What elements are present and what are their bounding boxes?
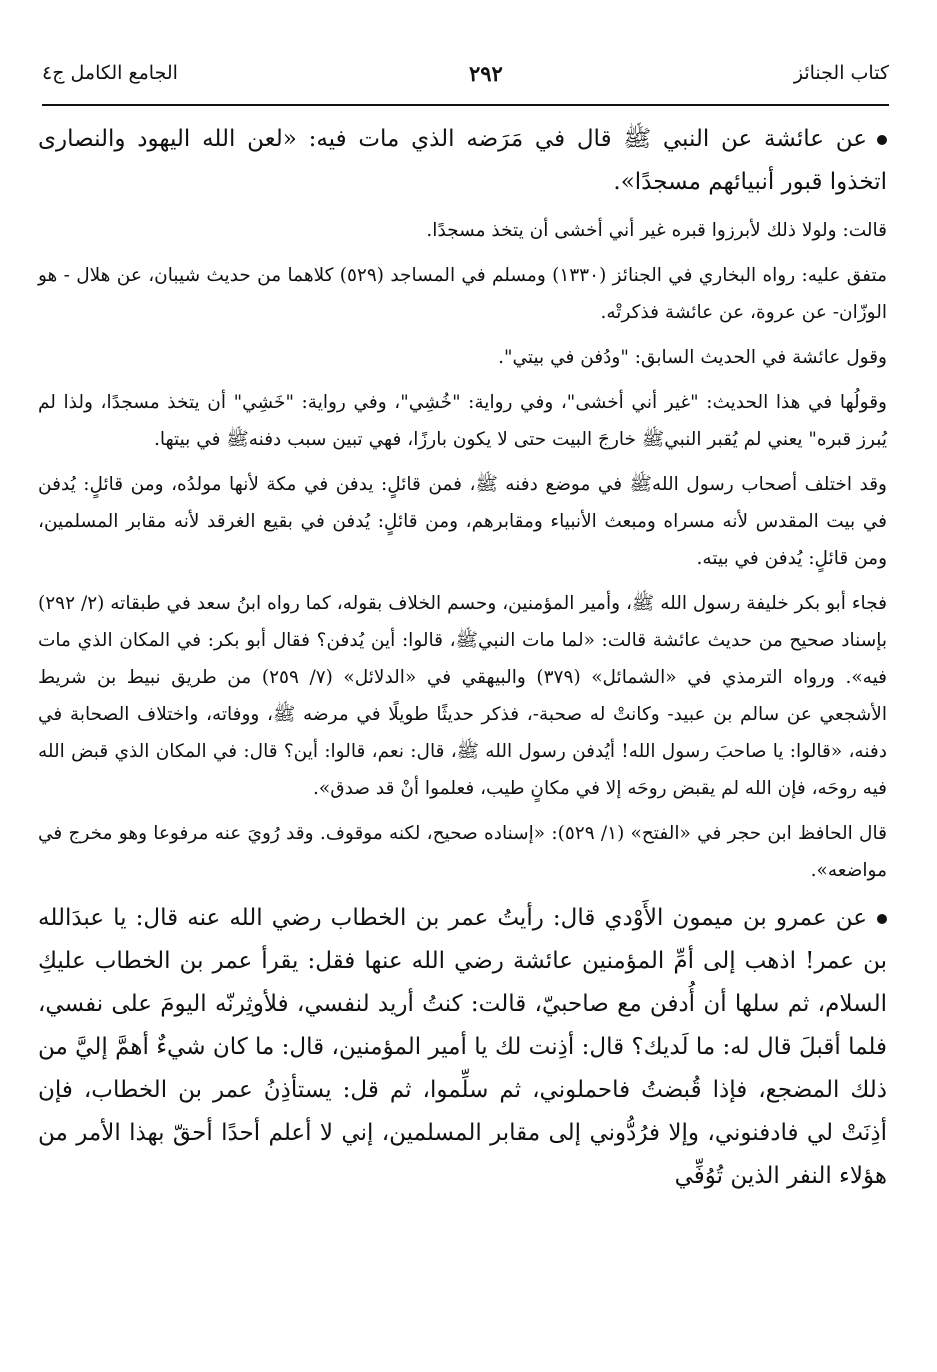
header-rule bbox=[42, 104, 889, 106]
page-body bbox=[38, 118, 887, 1198]
bullet-icon bbox=[877, 135, 887, 145]
hadith-paragraph bbox=[38, 118, 887, 204]
commentary-paragraph: وقد اختلف أصحاب رسول اللهﷺ في موضع دفنه ﷺ، فمن قائلٍ: يدفن في مكة لأنها مولدُه، ومن قائلٍ: يُدفن في بيت المقدس لأنه مسراه ومبعث الأنبياء ومقابرهم، ومن قائلٍ: يُدفن في بقيع الغرقد لأنه مقابر المسلمين، ومن قائلٍ: يُدفن في بيته. bbox=[38, 474, 887, 569]
commentary-paragraph: وقولُها في هذا الحديث: "غير أني أخشى"، وفي رواية: "خُشِي"، وفي رواية: "خَشِي" أن يتخذ مسجدًا، ولذا لم يُبرز قبره" يعني لم يُقبر النبيﷺ خارجَ البيت حتى لا يكون بارزًا، فهي تبين سبب دفنهﷺ في بيتها. bbox=[38, 392, 887, 450]
header-book-title: الجامع الكامل ج٤ bbox=[42, 62, 178, 84]
commentary-paragraph: وقول عائشة في الحديث السابق: "ودُفن في بيتي". bbox=[498, 347, 887, 368]
commentary-paragraph: قالت: ولولا ذلك لأبرزوا قبره غير أني أخشى أن يتخذ مسجدًا. bbox=[426, 220, 887, 241]
hadith-paragraph bbox=[38, 897, 887, 1198]
hadith-text: عن عمرو بن ميمون الأَوْدي قال: رأيتُ عمر بن الخطاب رضي الله عنه قال: يا عبدَالله بن عمر! اذهب إلى أمِّ المؤمنين عائشة رضي الله عنها فقل: يقرأ عمر بن الخطاب عليكِ السلام، ثم سلها أن أُدفن مع صاحبيّ، قالت: كنتُ أريد لنفسي، فلأوثِرنّه اليومَ على نفسي، فلما أقبلَ قال له: ما لَديك؟ قال: أذِنت لك يا أمير المؤمنين، قال: ما كان شيءٌ أهمَّ إليَّ من ذلك المضجع، فإذا قُبضتُ فاحملوني، ثم سلِّموا، ثم قل: يستأذِنُ عمر بن الخطاب، فإن أذِنَتْ لي فادفنوني، وإلا فرُدُّوني إلى مقابر المسلمين، إني لا أعلم أحدًا أحقّ بهذا الأمر من هؤلاء النفر الذين تُوُفِّي bbox=[38, 905, 887, 1189]
commentary-paragraph: فجاء أبو بكر خليفة رسول الله ﷺ، وأمير المؤمنين، وحسم الخلاف بقوله، كما رواه ابنُ سعد في طبقاته (٢/ ٢٩٢) بإسناد صحيح من حديث عائشة قالت: «لما مات النبيﷺ، قالوا: أين يُدفن؟ فقال أبو بكر: في المكان الذي مات فيه». ورواه الترمذي في «الشمائل» (٣٧٩) والبيهقي في «الدلائل» (٧/ ٢٥٩) من طريق نبيط بن شريط الأشجعي عن سالم بن عبيد- وكانتْ له صحبة-، فذكر حديثًا طويلًا في مرضه ﷺ، ووفاته، واختلاف الصحابة في دفنه، «قالوا: يا صاحبَ رسول الله! أيُدفن رسول الله ﷺ، قال: نعم، قالوا: أين؟ قال: في المكان الذي قبض الله فيه روحَه، فإن الله لم يقبض روحَه إلا في مكانٍ طيب، فعلموا أنْ قد صدق». bbox=[38, 593, 887, 799]
commentary-paragraph: قال الحافظ ابن حجر في «الفتح» (١/ ٥٢٩): «إسناده صحيح، لكنه موقوف. وقد رُويَ عنه مرفوعا وهو مخرج في مواضعه». bbox=[38, 823, 887, 881]
takhrij-paragraph: متفق عليه: رواه البخاري في الجنائز (١٣٣٠) ومسلم في المساجد (٥٢٩) كلاهما من حديث شيبان، عن هلال - هو الوزّان- عن عروة، عن عائشة فذكرتْه. bbox=[38, 265, 887, 323]
running-header bbox=[42, 55, 889, 91]
hadith-text: عن عائشة عن النبي ﷺ قال في مَرَضه الذي مات فيه: «لعن الله اليهود والنصارى اتخذوا قبور أنبيائهم مسجدًا». bbox=[38, 126, 887, 195]
header-chapter-title: كتاب الجنائز bbox=[793, 62, 889, 84]
page-number: ٢٩٢ bbox=[468, 60, 503, 86]
bullet-icon bbox=[877, 914, 887, 924]
